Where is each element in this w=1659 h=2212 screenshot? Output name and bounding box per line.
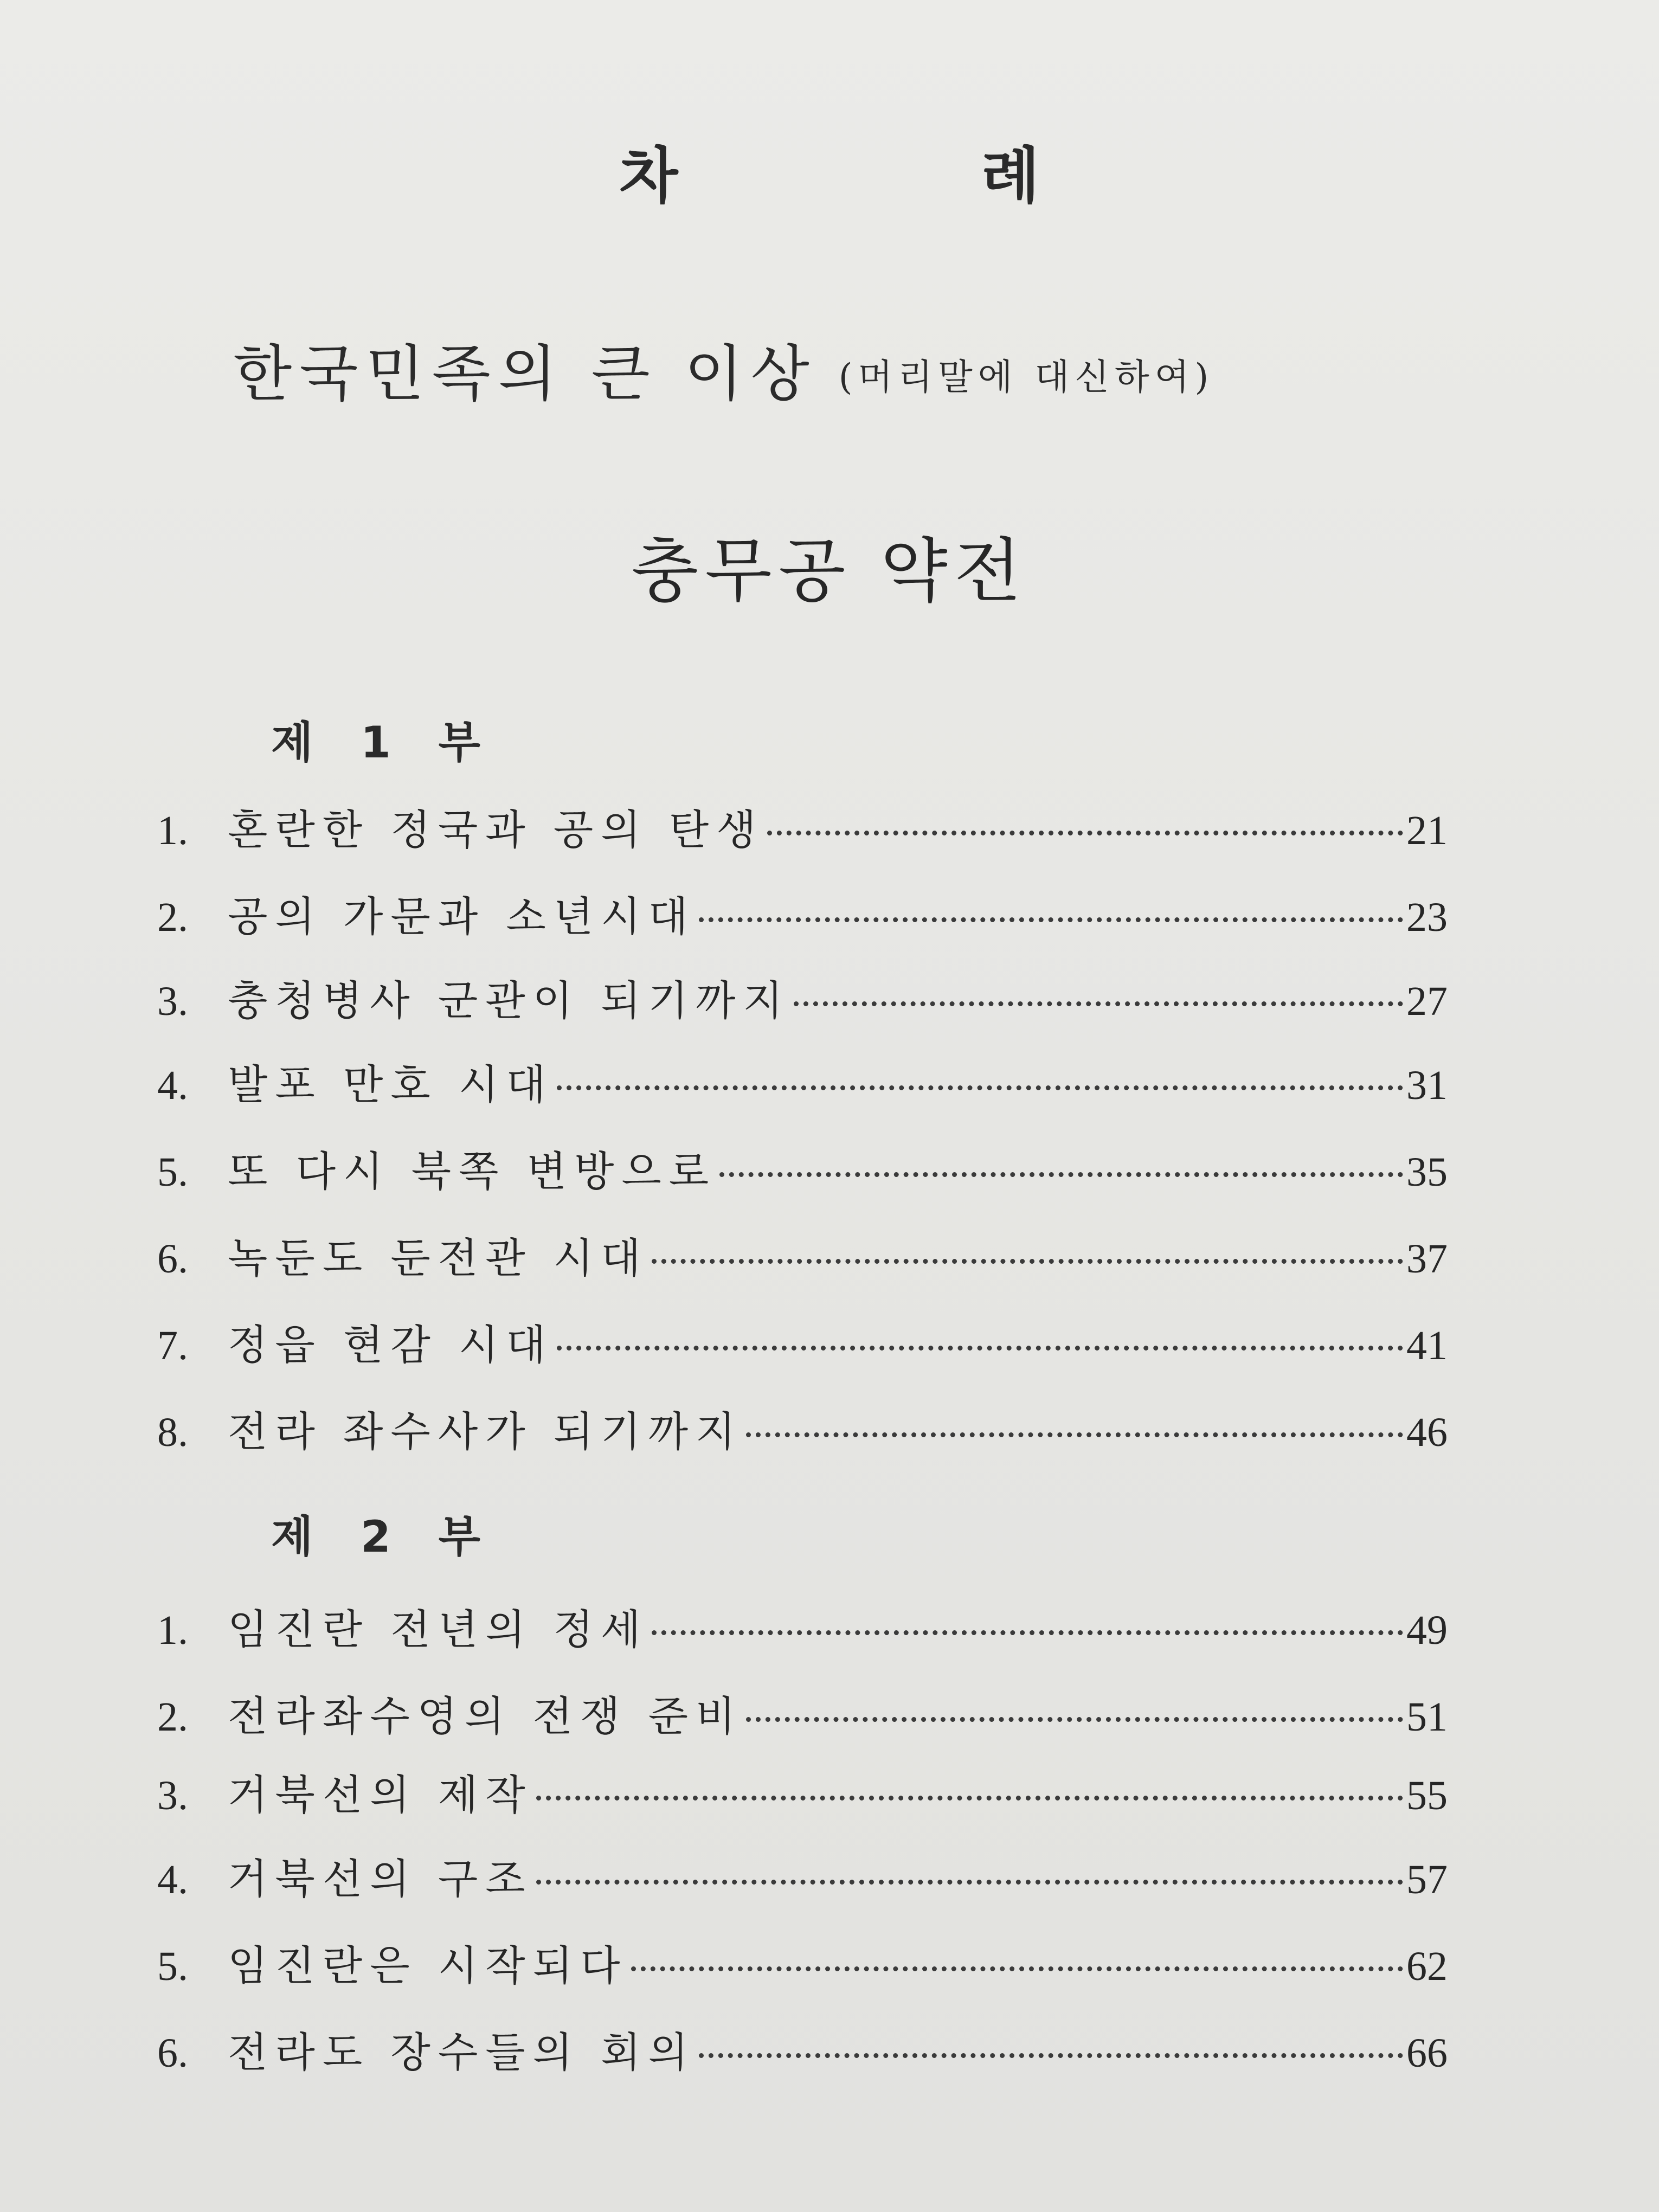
entry-label: 거북선의 제작	[228, 1771, 533, 1819]
entry-label: 혼란한 정국과 공의 탄생	[228, 806, 764, 854]
entry-number: 4.	[157, 1857, 188, 1902]
dot-leader	[536, 1796, 1403, 1801]
toc-entry	[157, 2020, 1448, 2074]
toc-entry	[157, 1225, 1448, 1282]
toc-entry	[157, 1683, 1448, 1738]
main-title: 충무공 약전	[631, 531, 1028, 612]
intro-heading	[233, 325, 1214, 413]
entry-label: 임진란은 시작되다	[228, 1941, 628, 1990]
dot-leader	[719, 1172, 1403, 1177]
part-1-title: 제 1 부	[271, 717, 497, 768]
toc-entry	[157, 1762, 1448, 1819]
toc-title: 차 례	[619, 141, 1181, 211]
entry-page: 41	[1406, 1323, 1448, 1368]
dot-leader	[557, 1085, 1403, 1090]
entry-number: 1.	[157, 1607, 188, 1653]
dot-leader	[631, 1966, 1404, 1971]
entry-label: 임진란 전년의 정세	[228, 1605, 648, 1654]
dot-leader	[699, 2053, 1403, 2058]
part-2-title: 제 2 부	[271, 1512, 497, 1562]
toc-entry	[157, 1399, 1448, 1456]
dot-leader	[794, 1001, 1403, 1006]
entry-number: 6.	[157, 2030, 188, 2076]
entry-number: 5.	[157, 1944, 188, 1989]
entry-number: 4.	[157, 1063, 188, 1108]
dot-leader	[767, 831, 1403, 835]
dot-leader	[746, 1432, 1403, 1437]
toc-entry	[157, 1933, 1448, 1990]
entry-label: 공의 가문과 소년시대	[228, 892, 696, 941]
dot-leader	[557, 1346, 1403, 1351]
entry-label: 전라좌수영의 전쟁 준비	[228, 1692, 743, 1740]
entry-number: 3.	[157, 979, 188, 1024]
entry-page: 23	[1406, 895, 1448, 940]
entry-page: 27	[1406, 979, 1448, 1024]
entry-page: 37	[1406, 1236, 1448, 1282]
entry-number: 1.	[157, 808, 188, 853]
entry-page: 49	[1406, 1607, 1448, 1653]
toc-entry	[157, 797, 1448, 854]
dot-leader	[746, 1717, 1403, 1722]
entry-page: 62	[1406, 1944, 1448, 1989]
entry-label: 충청병사 군관이 되기까지	[228, 976, 790, 1025]
entry-page: 51	[1406, 1694, 1448, 1740]
dot-leader	[699, 917, 1403, 922]
dot-leader	[652, 1259, 1403, 1264]
dot-leader	[652, 1630, 1403, 1635]
entry-page: 46	[1406, 1410, 1448, 1455]
entry-page: 21	[1406, 808, 1448, 853]
entry-label: 전라 좌수사가 되기까지	[228, 1407, 743, 1456]
intro-title: 한국민족의 큰 이상	[233, 339, 817, 409]
intro-note: (머리말에 대신하여)	[838, 356, 1214, 398]
toc-entry	[157, 968, 1448, 1025]
entry-label: 또 다시 북쪽 변방으로	[228, 1147, 717, 1195]
entry-page: 31	[1406, 1063, 1448, 1108]
entry-number: 8.	[157, 1410, 188, 1455]
entry-number: 6.	[157, 1236, 188, 1282]
entry-label: 발포 만호 시대	[228, 1060, 554, 1109]
entry-page: 35	[1406, 1149, 1448, 1195]
toc-entry	[157, 1597, 1448, 1654]
toc-entry	[157, 884, 1448, 941]
entry-label: 정읍 현감 시대	[228, 1321, 554, 1369]
toc-entry	[157, 1139, 1448, 1193]
entry-number: 2.	[157, 895, 188, 940]
dot-leader	[536, 1880, 1403, 1885]
entry-number: 2.	[157, 1694, 188, 1740]
toc-entry	[157, 1052, 1448, 1109]
toc-entry	[157, 1846, 1448, 1903]
entry-number: 7.	[157, 1323, 188, 1368]
entry-page: 66	[1406, 2030, 1448, 2076]
entry-page: 57	[1406, 1857, 1448, 1902]
entry-label: 거북선의 구조	[228, 1855, 533, 1903]
entry-number: 3.	[157, 1773, 188, 1818]
entry-label: 전라도 장수들의 회의	[228, 2028, 696, 2076]
toc-entry	[157, 1312, 1448, 1369]
entry-label: 녹둔도 둔전관 시대	[228, 1234, 648, 1282]
entry-number: 5.	[157, 1149, 188, 1195]
entry-page: 55	[1406, 1773, 1448, 1818]
